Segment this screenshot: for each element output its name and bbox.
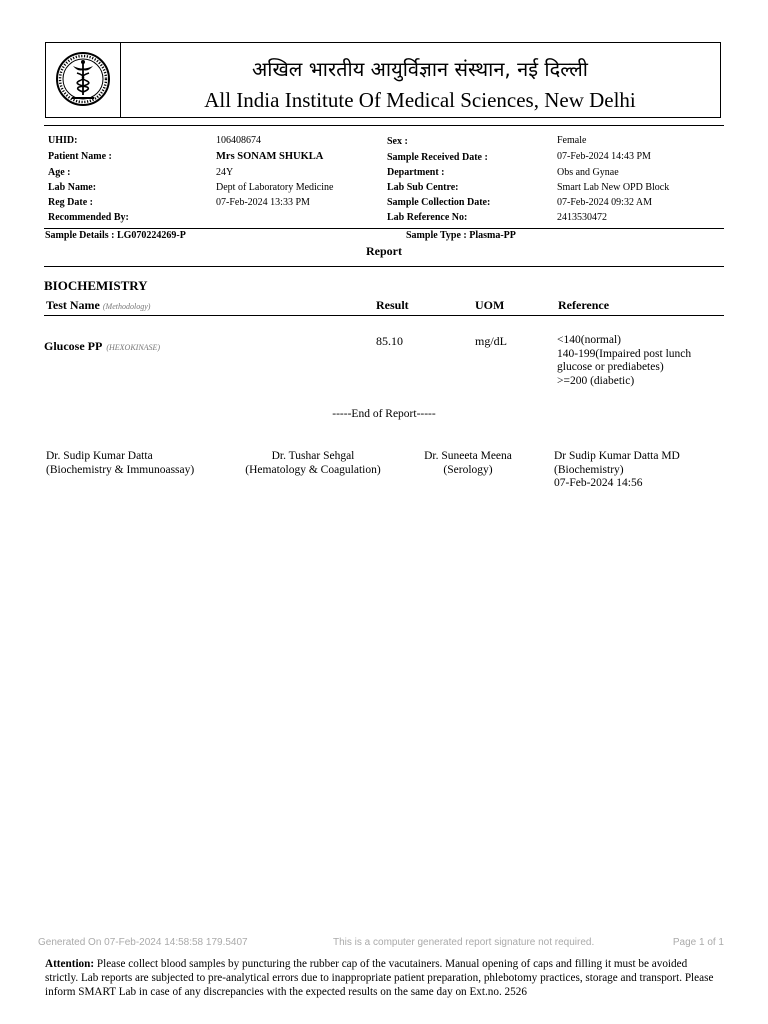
age-label: Age : bbox=[48, 167, 71, 178]
sex-value: Female bbox=[557, 135, 587, 146]
sample-details: Sample Details : LG070224269-P bbox=[45, 230, 186, 241]
signatory-name: Dr. Tushar Sehgal bbox=[271, 450, 355, 462]
reg-date-label: Reg Date : bbox=[48, 197, 93, 208]
uhid-label: UHID: bbox=[48, 135, 78, 146]
lab-name-label: Lab Name: bbox=[48, 182, 97, 193]
sex-label: Sex : bbox=[387, 136, 408, 147]
department-value: Obs and Gynae bbox=[557, 167, 619, 178]
reference-line: >=200 (diabetic) bbox=[557, 374, 635, 387]
signatory-name: Dr Sudip Kumar Datta MD bbox=[554, 450, 680, 462]
institute-title-hindi: अखिल भारतीय आयुर्विज्ञान संस्थान, नई दिल्ली bbox=[251, 57, 588, 81]
report-title: Report bbox=[366, 244, 402, 258]
signatory-dept: (Biochemistry) bbox=[554, 463, 624, 476]
signature-note: This is a computer generated report signature not required. bbox=[333, 937, 595, 948]
lab-reference-label: Lab Reference No: bbox=[387, 212, 468, 223]
reference-line: <140(normal) bbox=[557, 334, 621, 346]
attention-text: Please collect blood samples by puncturing the rubber cap of the vacutainers. Manual opening of caps and filling it must be avoided strictly. Lab reports are subjected to pre-analytical errors due to inappropriate patient preparation, phlebotomy practices, storage and transport. Please inform SMART Lab in case of any discrepancies with the expected results on the same day on Ext.no. 2526 bbox=[45, 958, 714, 998]
collection-date-label: Sample Collection Date: bbox=[387, 197, 491, 208]
signatory-3 bbox=[398, 450, 538, 477]
column-header-test bbox=[46, 298, 150, 313]
received-date-value: 07-Feb-2024 14:43 PM bbox=[557, 151, 651, 162]
divider bbox=[44, 125, 724, 126]
column-test-name: Test Name bbox=[46, 298, 100, 312]
column-header-result: Result bbox=[376, 298, 409, 312]
test-uom: mg/dL bbox=[475, 334, 507, 348]
signatory-4 bbox=[554, 450, 680, 491]
signatory-date: 07-Feb-2024 14:56 bbox=[554, 477, 643, 489]
signatory-dept: (Serology) bbox=[443, 463, 493, 476]
test-result: 85.10 bbox=[376, 334, 403, 348]
lab-reference-value: 2413530472 bbox=[557, 212, 607, 223]
signatory-dept: (Hematology & Coagulation) bbox=[245, 463, 381, 476]
attention-note bbox=[45, 957, 721, 999]
reference-line: 140-199(Impaired post lunch bbox=[557, 347, 692, 360]
department-label: Department : bbox=[387, 167, 445, 178]
patient-name-value: Mrs SONAM SHUKLA bbox=[216, 151, 324, 162]
attention-label: Attention: bbox=[45, 958, 95, 970]
column-methodology: (Methodology) bbox=[102, 302, 151, 311]
test-method: (HEXOKINASE) bbox=[106, 343, 161, 352]
signatory-name: Dr. Suneeta Meena bbox=[424, 450, 512, 462]
test-name: Glucose PP bbox=[44, 339, 103, 353]
page-number: Page 1 of 1 bbox=[672, 937, 724, 948]
received-date-label: Sample Received Date : bbox=[387, 152, 488, 163]
signatory-dept: (Biochemistry & Immunoassay) bbox=[46, 463, 195, 476]
end-of-report: -----End of Report----- bbox=[332, 408, 436, 420]
signatory-2 bbox=[213, 450, 413, 477]
recommended-label: Recommended By: bbox=[48, 212, 129, 223]
collection-date-value: 07-Feb-2024 09:32 AM bbox=[557, 197, 652, 208]
test-reference bbox=[557, 334, 691, 388]
reg-date-value: 07-Feb-2024 13:33 PM bbox=[216, 197, 310, 208]
aiims-caduceus-seal-icon bbox=[55, 51, 111, 107]
lab-sub-centre-label: Lab Sub Centre: bbox=[387, 182, 459, 193]
signatory-name: Dr. Sudip Kumar Datta bbox=[46, 450, 153, 462]
reference-line: glucose or prediabetes) bbox=[557, 361, 664, 373]
logo-cell bbox=[46, 43, 121, 117]
letterhead bbox=[45, 42, 721, 118]
sample-type: Sample Type : Plasma-PP bbox=[406, 230, 516, 241]
divider bbox=[44, 266, 724, 267]
column-header-reference: Reference bbox=[558, 298, 610, 312]
age-value: 24Y bbox=[216, 167, 234, 178]
table-row bbox=[44, 337, 160, 355]
signatory-1 bbox=[46, 450, 194, 477]
column-header-uom: UOM bbox=[475, 298, 505, 312]
institute-title-english: All India Institute Of Medical Sciences, New Delhi bbox=[204, 88, 636, 112]
generated-on: Generated On 07-Feb-2024 14:58:58 179.5407 bbox=[38, 937, 248, 948]
lab-name-value: Dept of Laboratory Medicine bbox=[216, 182, 334, 193]
section-heading: BIOCHEMISTRY bbox=[44, 278, 148, 293]
uhid-value: 106408674 bbox=[216, 135, 261, 146]
divider bbox=[44, 315, 724, 316]
divider bbox=[44, 228, 724, 229]
lab-sub-centre-value: Smart Lab New OPD Block bbox=[557, 182, 670, 193]
patient-name-label: Patient Name : bbox=[48, 151, 112, 162]
